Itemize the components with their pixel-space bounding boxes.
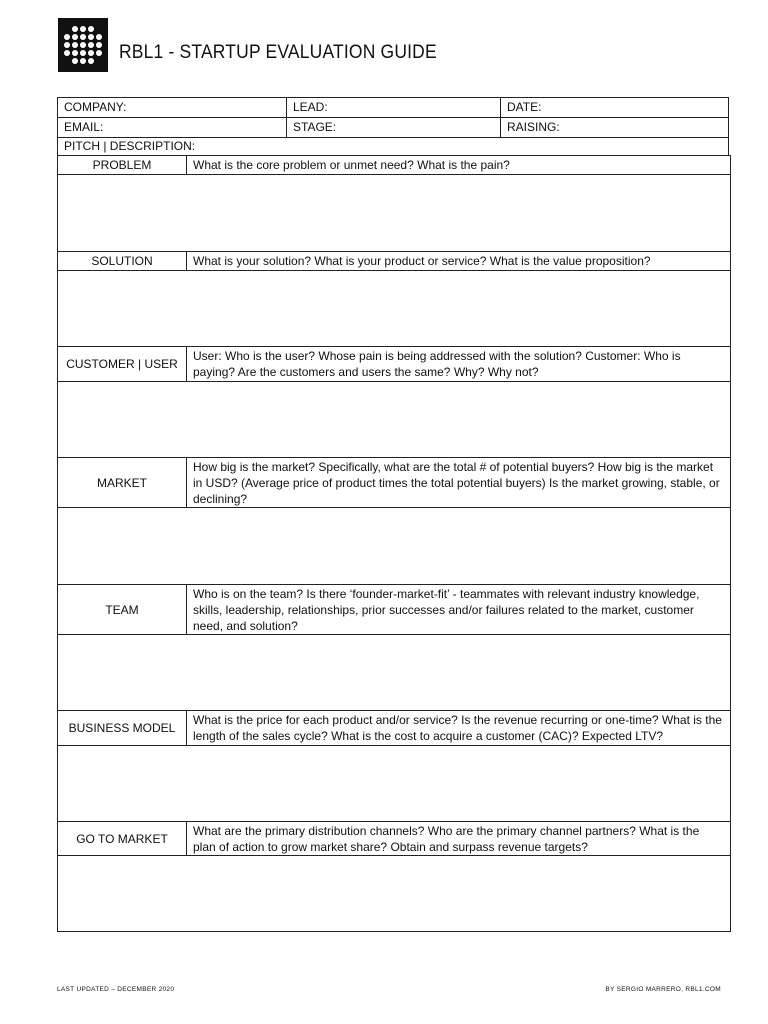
logo-dot <box>88 58 94 64</box>
header-row-1 <box>57 97 729 117</box>
logo-dot <box>72 26 78 32</box>
section-market <box>57 457 731 585</box>
logo-dot <box>96 42 102 48</box>
lead-field[interactable]: LEAD: <box>293 100 328 114</box>
logo-dot <box>72 42 78 48</box>
section-question: What is the core problem or unmet need? What is the pain? <box>193 158 510 172</box>
rbl1-logo <box>58 18 108 72</box>
header-row-2 <box>57 117 729 137</box>
logo-dot <box>80 50 86 56</box>
company-field[interactable]: COMPANY: <box>64 100 127 114</box>
logo-dot <box>80 58 86 64</box>
divider <box>186 458 187 507</box>
logo-dot <box>88 34 94 40</box>
pitch-description-field[interactable]: PITCH | DESCRIPTION: <box>64 139 196 153</box>
section-go-to-market <box>57 821 731 932</box>
divider <box>186 252 187 270</box>
section-customer-user <box>57 346 731 458</box>
section-label: BUSINESS MODEL <box>68 721 176 735</box>
answer-area[interactable] <box>58 746 730 823</box>
footer-author: BY SERGIO MARRERO, RBL1.COM <box>605 986 721 993</box>
logo-dot <box>96 50 102 56</box>
section-question: User: Who is the user? Whose pain is being addressed with the solution? Customer: Who is paying? Are the customers and users the same? Why? Why not? <box>193 349 681 379</box>
logo-dot <box>64 50 70 56</box>
answer-area[interactable] <box>58 635 730 712</box>
date-field[interactable]: DATE: <box>507 100 542 114</box>
section-question: What is the price for each product and/or service? Is the revenue recurring or one-time? What is the length of the sales cycle? What is the cost to acquire a customer (CAC)? Expected LTV? <box>193 713 722 743</box>
dot-grid-logo-icon <box>58 18 108 72</box>
divider <box>186 711 187 745</box>
answer-area[interactable] <box>58 508 730 586</box>
section-label: MARKET <box>96 475 147 490</box>
section-problem <box>57 155 731 252</box>
divider <box>186 822 187 855</box>
email-field[interactable]: EMAIL: <box>64 120 104 134</box>
logo-dot <box>88 50 94 56</box>
logo-dot <box>80 42 86 48</box>
section-label: TEAM <box>105 602 139 617</box>
logo-dot <box>64 34 70 40</box>
footer-last-updated: LAST UPDATED – DECEMBER 2020 <box>57 986 175 993</box>
header-row-3 <box>57 137 729 155</box>
section-question: How big is the market? Specifically, what are the total # of potential buyers? How big is the market in USD? (Average price of product times the total potential buyers) Is the market growing, stable, or declining? <box>193 460 720 506</box>
evaluation-form <box>57 97 731 932</box>
answer-area[interactable] <box>58 175 730 253</box>
logo-dot <box>88 42 94 48</box>
logo-dot <box>72 58 78 64</box>
stage-field[interactable]: STAGE: <box>293 120 337 134</box>
section-label: PROBLEM <box>92 158 152 172</box>
answer-area[interactable] <box>58 382 730 459</box>
section-team <box>57 584 731 711</box>
divider <box>186 347 187 381</box>
section-question: What is your solution? What is your product or service? What is the value proposition? <box>193 254 651 268</box>
page-title: RBL1 - STARTUP EVALUATION GUIDE <box>119 42 437 63</box>
section-label: CUSTOMER | USER <box>66 357 178 371</box>
divider <box>186 585 187 634</box>
section-question: What are the primary distribution channels? Who are the primary channel partners? What is the plan of action to grow market share? Obtain and surpass revenue targets? <box>193 824 700 854</box>
section-label: SOLUTION <box>91 254 153 268</box>
logo-dot <box>80 26 86 32</box>
raising-field[interactable]: RAISING: <box>507 120 560 134</box>
answer-area[interactable] <box>58 856 730 933</box>
section-label: GO TO MARKET <box>76 831 168 846</box>
logo-dot <box>72 50 78 56</box>
section-solution <box>57 251 731 347</box>
section-business-model <box>57 710 731 822</box>
answer-area[interactable] <box>58 271 730 348</box>
logo-dot <box>80 34 86 40</box>
section-question: Who is on the team? Is there ‘founder-market-fit’ - teammates with relevant industry knowledge, skills, leadership, relationships, prior successes and/or failures related to the market, customer need, and solution? <box>193 587 700 633</box>
logo-dot <box>96 34 102 40</box>
logo-dot <box>88 26 94 32</box>
logo-dot <box>72 34 78 40</box>
logo-dot <box>64 42 70 48</box>
divider <box>186 156 187 174</box>
